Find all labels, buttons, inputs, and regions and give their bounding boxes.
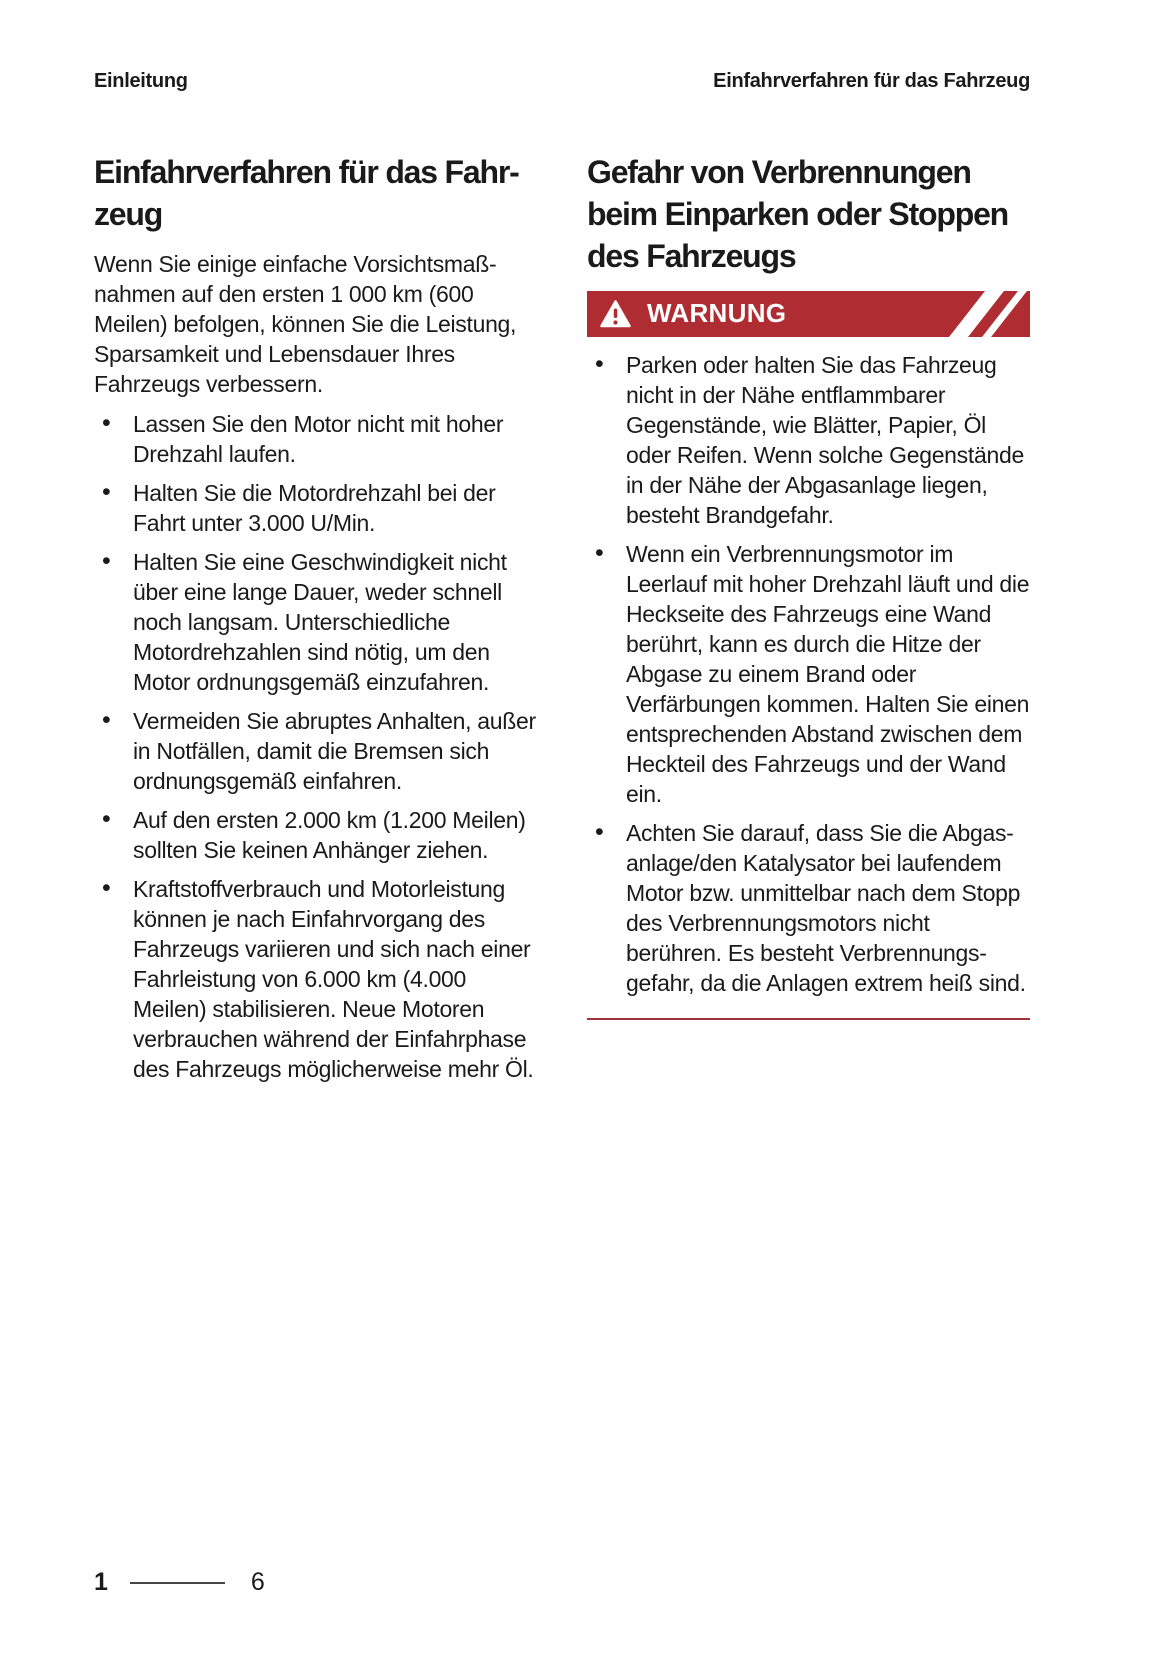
two-column-body xyxy=(94,151,1030,1084)
page-header xyxy=(94,0,1030,93)
section-title-burn-danger: Gefahr von Verbrennungen beim Einparken oder Stoppen des Fahrzeugs xyxy=(587,154,1009,274)
left-column xyxy=(94,151,537,1084)
section-end-rule xyxy=(587,1018,1030,1020)
footer-chapter-number: 1 xyxy=(94,1568,108,1596)
list-item: • Wenn ein Verbrennungsmotor im Leerlauf mit hoher Drehzahl läuft und die Heckseite des Fahrzeugs eine Wand berührt, kann es durch die Hitze der Abgase zu einem Brand oder Verfärbungen kommen. Halten Sie einen entsprechenden Abstand zwischen dem Heckteil des Fahrzeugs und der Wand ein. xyxy=(587,539,1030,809)
list-item: • Parken oder halten Sie das Fahrzeug nicht in der Nähe entflammbarer Gegenstände, wie Blätter, Papier, Öl oder Reifen. Wenn solche Gegenstände in der Nähe der Abgasanlage liegen, besteht Brandgefahr. xyxy=(587,350,1030,530)
warning-banner xyxy=(587,291,1030,337)
warning-label: WARNUNG xyxy=(647,298,787,328)
section-title-break-in: Einfahrverfahren für das Fahrzeug xyxy=(94,154,520,232)
footer-divider-line xyxy=(130,1582,225,1584)
right-column xyxy=(587,151,1030,1084)
list-item: • Lassen Sie den Motor nicht mit hoher Drehzahl laufen. xyxy=(94,409,537,469)
list-item: • Achten Sie darauf, dass Sie die Abgasanlage/den Katalysator bei laufendem Motor bzw. unmittelbar nach dem Stopp des Verbrennungsmotors nicht berühren. Es besteht Verbrennungsgefahr, da die Anlagen extrem heiß sind. xyxy=(587,818,1030,998)
list-item: • Kraftstoffverbrauch und Motorleistung können je nach Einfahrvorgang des Fahrzeugs variieren und sich nach einer Fahrleistung von 6.000 km (4.000 Meilen) stabilisieren. Neue Motoren verbrauchen während der Einfahrphase des Fahrzeugs möglicherweise mehr Öl. xyxy=(94,874,537,1084)
bullet-list-burn-danger xyxy=(587,350,1030,998)
list-item: • Auf den ersten 2.000 km (1.200 Meilen) sollten Sie keinen Anhänger ziehen. xyxy=(94,805,537,865)
intro-paragraph: Wenn Sie einige einfache Vorsichtsmaßnahmen auf den ersten 1 000 km (600 Meilen) befolgen, können Sie die Leistung, Sparsamkeit und Lebensdauer Ihres Fahrzeugs verbessern. xyxy=(94,251,517,397)
page-footer xyxy=(94,1568,265,1597)
footer-page-number: 6 xyxy=(250,1568,265,1596)
bullet-list-break-in xyxy=(94,409,537,1084)
header-topic-title: Einfahrverfahren für das Fahrzeug xyxy=(713,70,1030,92)
header-section-title: Einleitung xyxy=(94,70,188,92)
list-item: • Halten Sie die Motordrehzahl bei der Fahrt unter 3.000 U/Min. xyxy=(94,478,537,538)
list-item: • Halten Sie eine Geschwindigkeit nicht über eine lange Dauer, weder schnell noch langsam. Unterschiedliche Motordrehzahlen sind nötig, um den Motor ordnungsgemäß einzufahren. xyxy=(94,547,537,697)
warning-triangle-icon xyxy=(600,300,631,328)
list-item: • Vermeiden Sie abruptes Anhalten, außer in Notfällen, damit die Bremsen sich ordnungsgemäß einfahren. xyxy=(94,706,537,796)
